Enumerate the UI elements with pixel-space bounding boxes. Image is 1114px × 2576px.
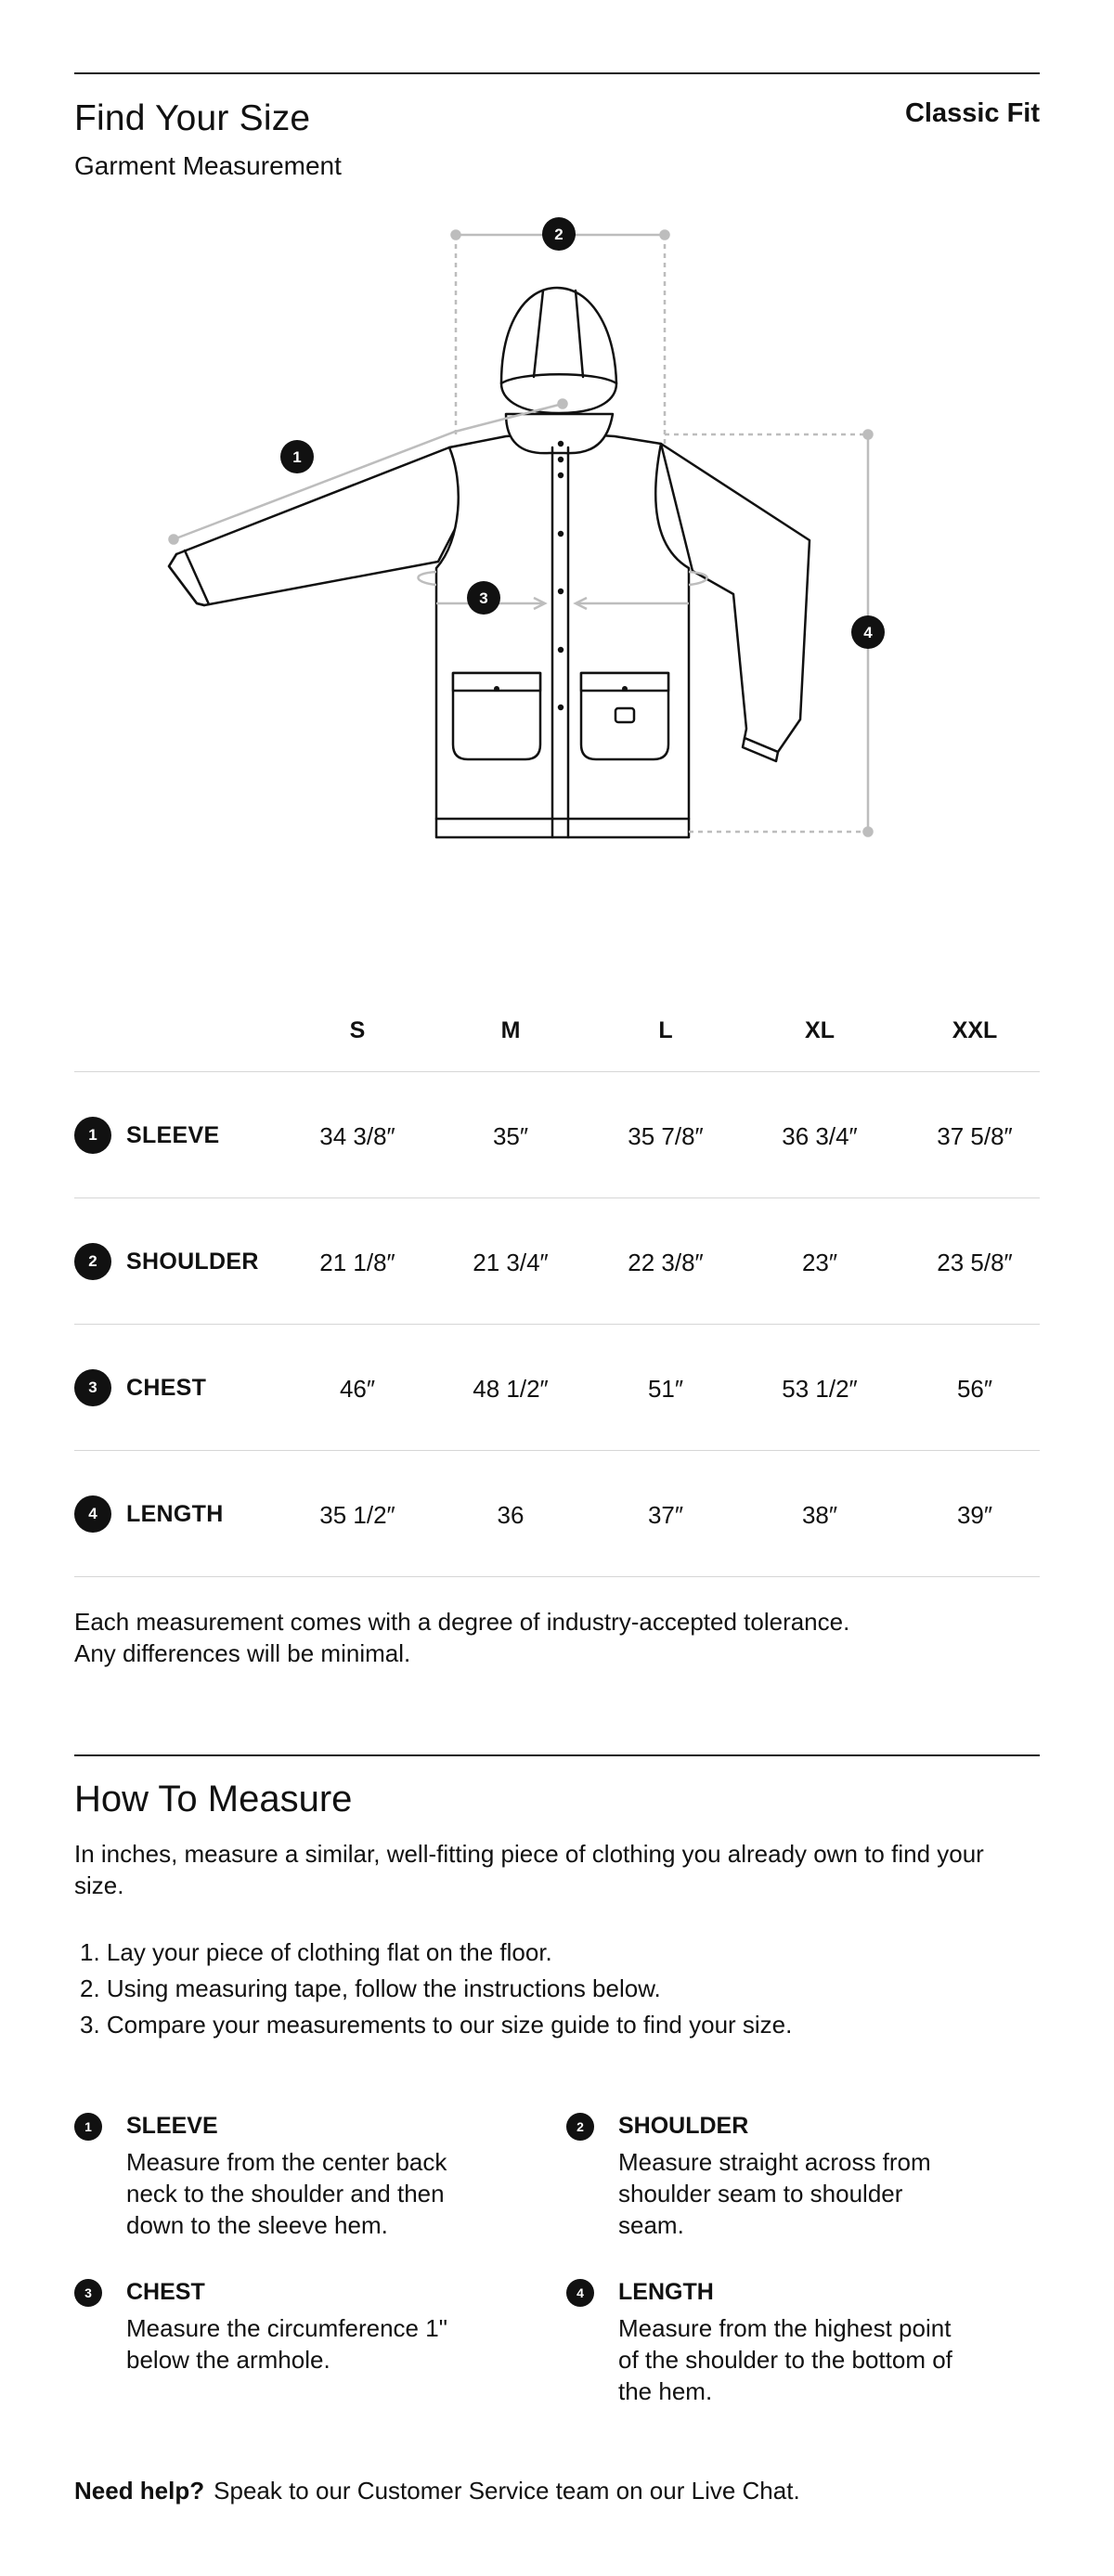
table-cell: 37″ — [647, 1501, 684, 1529]
svg-text:4: 4 — [863, 624, 873, 641]
svg-text:1: 1 — [292, 448, 302, 466]
help-label: Need help? — [74, 2477, 205, 2505]
steps-list — [80, 1935, 792, 2043]
measure-title: SHOULDER — [618, 2113, 749, 2139]
table-cell: 34 3/8″ — [319, 1122, 395, 1150]
size-header-s: S — [349, 1017, 366, 1043]
section-divider — [74, 1754, 1040, 1756]
table-cell: 23 5/8″ — [937, 1249, 1013, 1276]
number-badge: 2 — [566, 2113, 594, 2141]
table-row-length — [74, 1451, 1040, 1577]
table-cell: 35 7/8″ — [628, 1122, 704, 1150]
size-header-xxl: XXL — [952, 1017, 998, 1043]
table-cell: 22 3/8″ — [628, 1249, 704, 1276]
size-header-l: L — [658, 1017, 673, 1043]
row-label: LENGTH — [126, 1501, 224, 1527]
measure-description: Measure straight across from shoulder seam to shoulder seam. — [618, 2148, 931, 2239]
page-title: Find Your Size — [74, 98, 311, 138]
table-row-chest — [74, 1325, 1040, 1451]
size-header-xl: XL — [805, 1017, 835, 1043]
number-badge: 1 — [74, 2113, 102, 2141]
page-subtitle: Garment Measurement — [74, 151, 342, 180]
table-row-sleeve — [74, 1072, 1040, 1198]
list-item: 2. Using measuring tape, follow the instructions below. — [80, 1974, 661, 2002]
number-badge: 3 — [74, 2279, 102, 2307]
table-cell: 21 1/8″ — [319, 1249, 395, 1276]
jacket-illustration — [169, 288, 810, 837]
table-row-shoulder — [74, 1198, 1040, 1325]
chest-guide — [418, 572, 436, 585]
number-badge: 2 — [74, 1243, 111, 1280]
row-label: SLEEVE — [126, 1122, 220, 1148]
measure-title: SLEEVE — [126, 2113, 218, 2139]
list-item: 3. Compare your measurements to our size guide to find your size. — [80, 2011, 793, 2039]
fit-label: Classic Fit — [904, 98, 1040, 128]
help-line — [74, 2477, 800, 2505]
table-cell: 36 — [497, 1501, 525, 1529]
hood — [501, 288, 616, 413]
measure-description: Measure the circumference 1" below the armhole. — [126, 2314, 447, 2374]
number-badge: 1 — [74, 1117, 111, 1154]
table-cell: 48 1/2″ — [473, 1375, 549, 1403]
number-badge: 4 — [74, 1495, 111, 1533]
row-label: CHEST — [126, 1375, 207, 1401]
table-cell: 36 3/4″ — [782, 1122, 858, 1150]
help-text[interactable]: Speak to our Customer Service team on our Live Chat. — [214, 2477, 800, 2505]
tolerance-line-2: Any differences will be minimal. — [74, 1639, 411, 1667]
table-cell: 35 1/2″ — [319, 1501, 395, 1529]
size-header-m: M — [500, 1017, 521, 1043]
table-cell: 46″ — [339, 1375, 376, 1403]
diagram-marker-3 — [467, 581, 500, 615]
table-cell: 51″ — [647, 1375, 684, 1403]
number-badge: 4 — [566, 2279, 594, 2307]
table-cell: 23″ — [801, 1249, 838, 1276]
jacket-measurement-diagram — [0, 204, 1114, 873]
tolerance-note — [74, 1606, 1040, 1669]
svg-text:2: 2 — [554, 226, 563, 243]
table-cell: 35″ — [492, 1122, 529, 1150]
measure-title: CHEST — [126, 2279, 205, 2305]
measure-description: Measure from the center back neck to the shoulder and then down to the sleeve hem. — [126, 2148, 447, 2239]
table-cell: 56″ — [956, 1375, 993, 1403]
number-badge: 3 — [74, 1369, 111, 1406]
how-to-intro: In inches, measure a similar, well-fitting piece of clothing you already own to find your size. — [74, 1840, 984, 1899]
table-cell: 37 5/8″ — [937, 1122, 1013, 1150]
top-divider — [74, 72, 1040, 74]
jacket-body — [436, 433, 689, 837]
diagram-marker-1 — [280, 440, 314, 473]
row-label: SHOULDER — [126, 1249, 259, 1275]
diagram-marker-2 — [542, 217, 576, 251]
size-table — [74, 1003, 1040, 1577]
how-to-measure-title: How To Measure — [74, 1779, 353, 1819]
table-cell: 38″ — [801, 1501, 838, 1529]
list-item: 1. Lay your piece of clothing flat on the floor. — [80, 1938, 552, 1966]
size-table-header — [74, 1003, 1040, 1072]
diagram-marker-4 — [851, 615, 885, 649]
measure-title: LENGTH — [618, 2279, 714, 2305]
measure-description: Measure from the highest point of the shoulder to the bottom of the hem. — [618, 2314, 952, 2405]
table-cell: 39″ — [956, 1501, 993, 1529]
svg-text:3: 3 — [479, 589, 488, 607]
tolerance-line-1: Each measurement comes with a degree of industry-accepted tolerance. — [74, 1608, 850, 1636]
table-cell: 21 3/4″ — [473, 1249, 549, 1276]
table-cell: 53 1/2″ — [782, 1375, 858, 1403]
